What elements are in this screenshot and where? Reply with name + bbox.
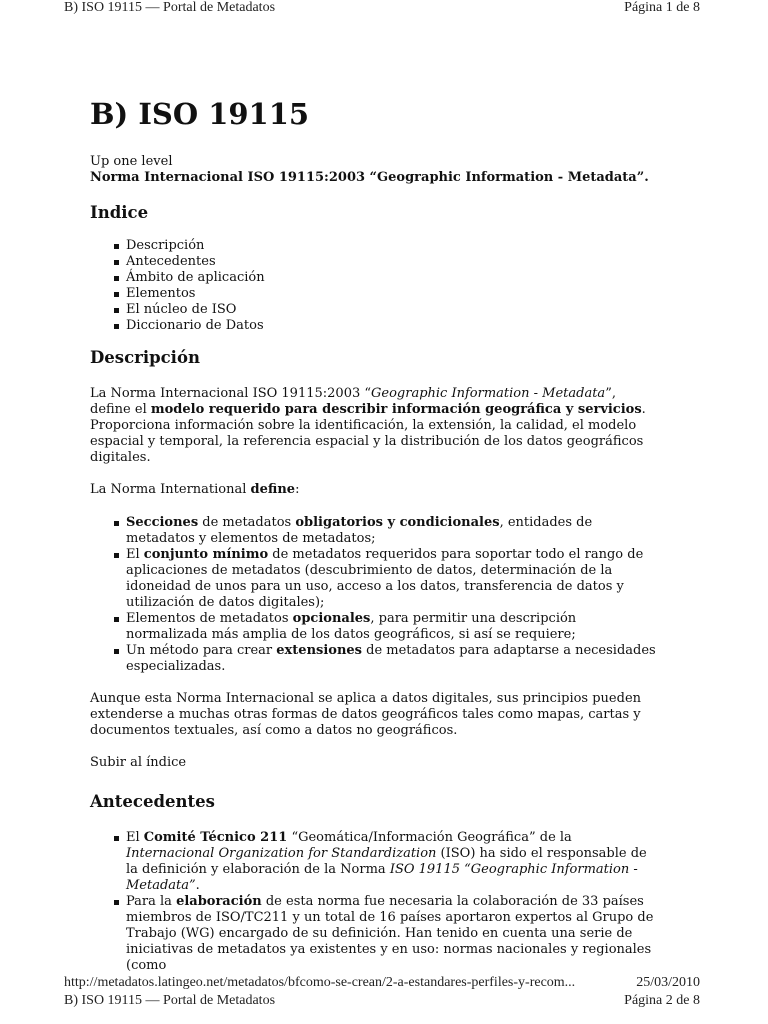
page-title: B) ISO 19115 (90, 97, 310, 131)
indice-item-descripcion[interactable]: Descripción (126, 238, 660, 254)
indice-item-ambito[interactable]: Ámbito de aplicación (126, 270, 660, 286)
up-one-level-link[interactable]: Up one level (90, 154, 173, 170)
descripcion-paragraph-1: La Norma Internacional ISO 19115:2003 “Geographic Information - Metadata”, define el modelo requerido para describir información geográfica y servicios. Proporciona información sobre la identificación, la extensión, la calidad, el modelo espacial y temporal, la referencia espacial y la distribución de los datos geográficos digitales. (90, 386, 646, 466)
next-header-title: B) ISO 19115 — Portal de Metadatos (64, 993, 276, 1008)
antecedentes-heading: Antecedentes (90, 792, 215, 812)
define-list (90, 515, 660, 675)
antecedentes-list (90, 830, 660, 974)
subir-al-indice-link[interactable]: Subir al índice (90, 755, 187, 771)
antecedentes-item-elaboracion: Para la elaboración de esta norma fue necesaria la colaboración de 33 países miembros de ISO/TC211 y un total de 16 países aportaron expertos al Grupo de Trabajo (WG) encargado de su definición. Han tenido en cuenta una serie de iniciativas de metadatos ya existentes y en uso: normas nacionales y regionales (como (126, 894, 660, 974)
define-item-secciones: Secciones de metadatos obligatorios y condicionales, entidades de metadatos y elementos de metadatos; (126, 515, 660, 547)
page-header (64, 0, 700, 16)
define-item-conjunto-minimo: El conjunto mínimo de metadatos requeridos para soportar todo el rango de aplicaciones de metadatos (descubrimiento de datos, determinación de la idoneidad de unos para un uso, acceso a los datos, transferencia de datos y utilización de datos digitales); (126, 547, 660, 611)
next-header-page-number: Página 2 de 8 (624, 993, 700, 1008)
header-title: B) ISO 19115 — Portal de Metadatos (64, 0, 276, 15)
norma-subtitle: Norma Internacional ISO 19115:2003 “Geographic Information - Metadata”. (90, 170, 649, 186)
header-page-number: Página 1 de 8 (624, 0, 700, 15)
indice-item-antecedentes[interactable]: Antecedentes (126, 254, 660, 270)
page-footer (64, 975, 700, 991)
indice-item-nucleo[interactable]: El núcleo de ISO (126, 302, 660, 318)
footer-url: http://metadatos.latingeo.net/metadatos/bfcomo-se-crean/2-a-estandares-perfiles-y-recom... (64, 975, 576, 990)
descripcion-paragraph-3: Aunque esta Norma Internacional se aplica a datos digitales, sus principios pueden extenderse a muchas otras formas de datos geográficos tales como mapas, cartas y documentos textuales, así como a datos no geográficos. (90, 691, 642, 739)
define-item-extensiones: Un método para crear extensiones de metadatos para adaptarse a necesidades especializadas. (126, 643, 660, 675)
indice-list (90, 238, 660, 334)
indice-item-elementos[interactable]: Elementos (126, 286, 660, 302)
descripcion-heading: Descripción (90, 347, 200, 367)
footer-date: 25/03/2010 (636, 975, 700, 990)
indice-item-diccionario[interactable]: Diccionario de Datos (126, 318, 660, 334)
document-content (90, 96, 660, 974)
next-page-header (64, 993, 700, 1009)
antecedentes-item-comite: El Comité Técnico 211 “Geomática/Información Geográfica” de la Internacional Organization for Standardization (ISO) ha sido el responsable de la definición y elaboración de la Norma ISO 19115 “Geographic Information -Metadata”. (126, 830, 660, 894)
descripcion-paragraph-2: La Norma International define: (90, 482, 300, 498)
define-item-opcionales: Elementos de metadatos opcionales, para permitir una descripción normalizada más amplia de los datos geográficos, si así se requiere; (126, 611, 660, 643)
indice-heading: Indice (90, 203, 149, 223)
